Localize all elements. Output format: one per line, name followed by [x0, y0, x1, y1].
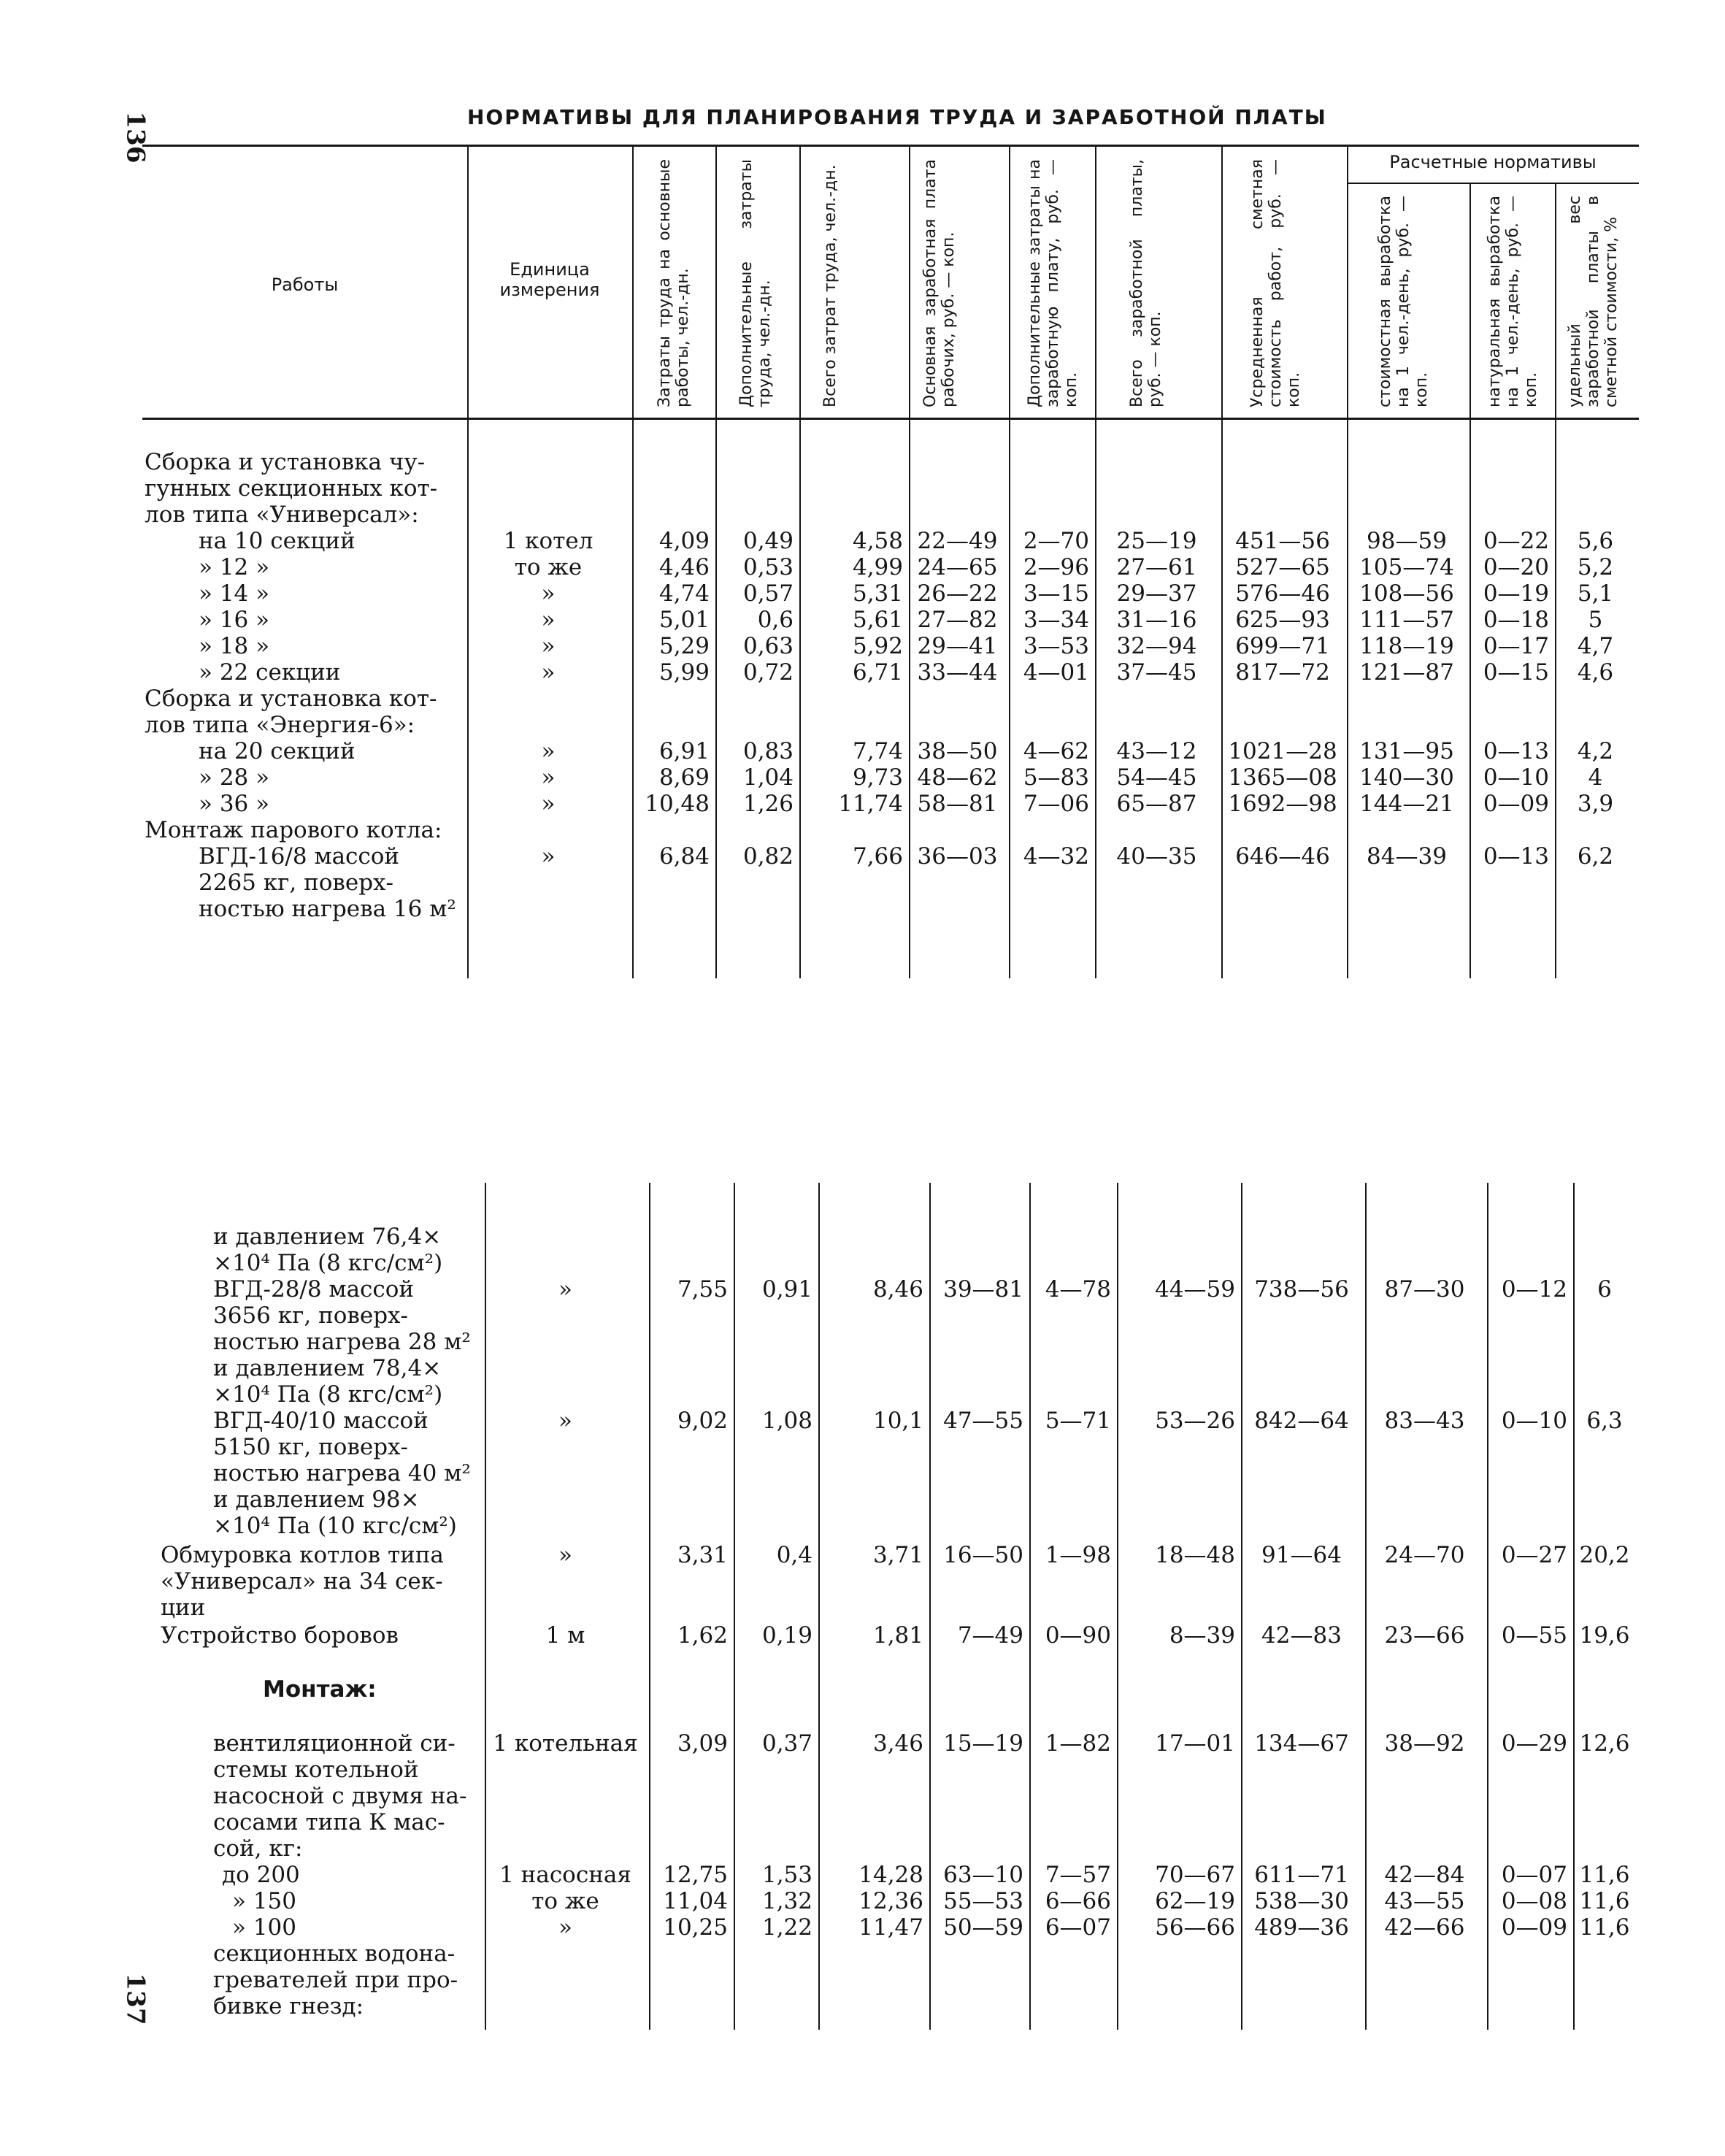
top-cell-labor-extra: 1,26: [742, 791, 794, 817]
rule-header-bottom: [142, 418, 1639, 420]
work-label: » 12 »: [199, 554, 270, 580]
work-label: 2265 кг, поверх-: [199, 870, 393, 896]
top-cell-wage-main: 48—62: [917, 764, 998, 791]
top-cell-labor-extra: 0,6: [757, 607, 794, 633]
top-cell-output-natural: 0—19: [1483, 580, 1549, 607]
work-label: » 28 »: [199, 764, 270, 791]
col-rule: [1469, 183, 1471, 978]
top-cell-wage-share: 4,6: [1577, 659, 1614, 686]
bottom-cell-cost: 42—83: [1261, 1622, 1342, 1649]
bottom-cell-wage-main: 39—81: [943, 1276, 1023, 1303]
work-label: ВГД-28/8 массой: [213, 1276, 415, 1303]
col-rule: [1221, 145, 1223, 978]
col-rule: [909, 145, 910, 978]
work-label: секционных водона-: [213, 1941, 456, 1967]
work-label: Сборка и установка чу-: [145, 449, 426, 475]
top-cell-wage-total: 43—12: [1116, 738, 1197, 764]
bottom-cell-cost: 611—71: [1254, 1862, 1349, 1888]
bottom-cell-output-natural: 0—07: [1501, 1862, 1567, 1888]
bottom-cell-wage-extra: 1—82: [1045, 1730, 1111, 1757]
bottom-cell-wage-extra: 1—98: [1045, 1542, 1111, 1568]
top-cell-output-natural: 0—22: [1483, 528, 1549, 554]
top-cell-output-natural: 0—09: [1483, 791, 1549, 817]
bottom-cell-wage-main: 15—19: [943, 1730, 1023, 1757]
col-rule: [1487, 1183, 1488, 2030]
work-label: бивке гнезд:: [213, 1993, 364, 2019]
top-cell-wage-main: 36—03: [917, 843, 998, 870]
bottom-cell-labor-extra: 1,53: [761, 1862, 812, 1888]
bottom-cell-wage-total: 56—66: [1155, 1914, 1235, 1941]
top-cell-cost: 527—65: [1235, 554, 1330, 580]
page-number-left: 136: [120, 111, 150, 164]
top-cell-unit: »: [541, 791, 556, 817]
top-cell-output-natural: 0—10: [1483, 764, 1549, 791]
work-label: ностью нагрева 28 м²: [213, 1329, 471, 1355]
top-cell-labor-main: 5,99: [658, 659, 710, 686]
top-cell-wage-share: 6,2: [1577, 843, 1614, 870]
header-unit-line1: Единица: [510, 259, 590, 280]
bottom-cell-labor-main: 3,09: [677, 1730, 728, 1757]
top-cell-cost: 1021—28: [1228, 738, 1337, 764]
bottom-cell-labor-extra: 0,4: [776, 1542, 812, 1568]
top-cell-wage-share: 5,1: [1577, 580, 1614, 607]
header-col-output-natural: натуральная выработка на 1 чел.-день, руб. — коп.: [1486, 196, 1540, 407]
col-rule: [1347, 145, 1348, 978]
top-cell-unit: »: [541, 843, 556, 870]
bottom-cell-wage-extra: 5—71: [1045, 1408, 1111, 1434]
bottom-cell-cost: 538—30: [1254, 1888, 1349, 1914]
bottom-cell-labor-total: 11,47: [858, 1914, 923, 1941]
work-label: насосной с двумя на-: [213, 1783, 467, 1809]
rule-top: [142, 145, 1639, 147]
top-cell-wage-total: 54—45: [1116, 764, 1197, 791]
bottom-cell-cost: 134—67: [1254, 1730, 1349, 1757]
col-rule: [929, 1183, 931, 2030]
bottom-cell-wage-extra: 7—57: [1045, 1862, 1111, 1888]
top-cell-wage-main: 29—41: [917, 633, 998, 659]
work-label: и давлением 76,4×: [213, 1224, 442, 1250]
bottom-cell-labor-main: 3,31: [677, 1542, 728, 1568]
top-cell-wage-main: 24—65: [917, 554, 998, 580]
bottom-cell-wage-main: 16—50: [943, 1542, 1023, 1568]
top-cell-labor-total: 5,92: [852, 633, 903, 659]
bottom-cell-wage-share: 12,6: [1579, 1730, 1630, 1757]
work-label: стемы котельной: [213, 1757, 419, 1783]
top-cell-labor-main: 5,29: [658, 633, 710, 659]
bottom-cell-cost: 738—56: [1254, 1276, 1349, 1303]
work-label: «Универсал» на 34 сек-: [161, 1568, 443, 1595]
top-cell-labor-main: 6,91: [658, 738, 710, 764]
top-cell-labor-total: 7,66: [852, 843, 903, 870]
bottom-cell-wage-share: 19,6: [1579, 1622, 1630, 1649]
work-label: ностью нагрева 16 м²: [199, 896, 456, 922]
bottom-cell-labor-main: 10,25: [663, 1914, 728, 1941]
bottom-cell-labor-total: 8,46: [872, 1276, 923, 1303]
bottom-cell-output-natural: 0—12: [1501, 1276, 1567, 1303]
header-col-wage-extra: Дополнительные затраты на заработную плату, руб. — коп.: [1026, 159, 1080, 407]
rule-group: [1347, 183, 1639, 184]
bottom-cell-wage-total: 62—19: [1155, 1888, 1235, 1914]
work-label: сой, кг:: [213, 1835, 303, 1862]
work-label: Обмуровка котлов типа: [161, 1542, 444, 1568]
bottom-cell-labor-extra: 0,91: [761, 1276, 812, 1303]
top-cell-output-cost: 140—30: [1359, 764, 1454, 791]
top-cell-labor-total: 5,31: [852, 580, 903, 607]
work-label: вентиляционной си-: [213, 1730, 456, 1757]
top-cell-wage-extra: 2—70: [1023, 528, 1089, 554]
top-cell-wage-total: 25—19: [1116, 528, 1197, 554]
bottom-cell-labor-extra: 1,22: [761, 1914, 812, 1941]
top-cell-wage-extra: 3—15: [1023, 580, 1089, 607]
top-cell-wage-extra: 3—34: [1023, 607, 1089, 633]
top-cell-labor-main: 10,48: [645, 791, 710, 817]
top-cell-labor-total: 9,73: [852, 764, 903, 791]
top-cell-wage-extra: 4—62: [1023, 738, 1089, 764]
top-cell-output-natural: 0—17: [1483, 633, 1549, 659]
bottom-cell-wage-share: 6: [1597, 1276, 1612, 1303]
top-cell-output-cost: 98—59: [1367, 528, 1447, 554]
bottom-cell-wage-extra: 6—07: [1045, 1914, 1111, 1941]
work-label: ×10⁴ Па (8 кгс/см²): [213, 1250, 443, 1276]
bottom-cell-labor-main: 7,55: [677, 1276, 728, 1303]
top-cell-output-cost: 105—74: [1359, 554, 1454, 580]
header-unit: [467, 259, 632, 300]
top-cell-labor-total: 11,74: [838, 791, 903, 817]
top-cell-wage-share: 5: [1588, 607, 1603, 633]
top-cell-labor-total: 5,61: [852, 607, 903, 633]
top-cell-wage-total: 65—87: [1116, 791, 1197, 817]
top-cell-wage-main: 38—50: [917, 738, 998, 764]
bottom-cell-wage-main: 47—55: [943, 1408, 1023, 1434]
top-cell-unit: 1 котел: [503, 528, 593, 554]
bottom-cell-unit: 1 м: [545, 1622, 585, 1649]
work-label: Монтаж парового котла:: [145, 817, 442, 843]
bottom-cell-wage-total: 17—01: [1155, 1730, 1235, 1757]
work-label: » 22 секции: [199, 659, 341, 686]
top-cell-wage-main: 58—81: [917, 791, 998, 817]
top-cell-labor-extra: 0,53: [742, 554, 794, 580]
bottom-cell-wage-share: 6,3: [1586, 1408, 1623, 1434]
work-label: 5150 кг, поверх-: [213, 1434, 408, 1460]
top-cell-unit: »: [541, 764, 556, 791]
top-cell-unit: »: [541, 633, 556, 659]
work-label: » 100: [232, 1914, 296, 1941]
top-cell-labor-extra: 0,57: [742, 580, 794, 607]
bottom-cell-labor-main: 9,02: [677, 1408, 728, 1434]
work-label: до 200: [222, 1862, 300, 1888]
col-rule: [649, 1183, 650, 2030]
work-label: » 18 »: [199, 633, 270, 659]
bottom-cell-cost: 842—64: [1254, 1408, 1349, 1434]
top-cell-output-cost: 118—19: [1359, 633, 1454, 659]
top-cell-labor-total: 6,71: [852, 659, 903, 686]
top-cell-wage-total: 29—37: [1116, 580, 1197, 607]
bottom-cell-wage-share: 11,6: [1579, 1862, 1630, 1888]
bottom-cell-wage-extra: 6—66: [1045, 1888, 1111, 1914]
running-title: НОРМАТИВЫ ДЛЯ ПЛАНИРОВАНИЯ ТРУДА И ЗАРАБОТНОЙ ПЛАТЫ: [467, 105, 1327, 129]
bottom-cell-unit: »: [558, 1408, 572, 1434]
bottom-cell-cost: 91—64: [1261, 1542, 1342, 1568]
bottom-cell-wage-share: 20,2: [1579, 1542, 1630, 1568]
top-cell-wage-extra: 3—53: [1023, 633, 1089, 659]
bottom-cell-wage-main: 63—10: [943, 1862, 1023, 1888]
work-label: Устройство боровов: [161, 1622, 399, 1649]
top-cell-output-cost: 144—21: [1359, 791, 1454, 817]
header-col-wage-share: удельный вес заработной платы в сметной стоимости, %: [1566, 196, 1621, 407]
top-cell-wage-extra: 5—83: [1023, 764, 1089, 791]
top-cell-wage-extra: 7—06: [1023, 791, 1089, 817]
work-label: на 10 секций: [199, 528, 356, 554]
top-cell-wage-share: 4: [1588, 764, 1603, 791]
top-cell-unit: »: [541, 580, 556, 607]
top-cell-output-natural: 0—13: [1483, 738, 1549, 764]
bottom-cell-labor-total: 14,28: [858, 1862, 923, 1888]
bottom-cell-wage-main: 55—53: [943, 1888, 1023, 1914]
col-rule: [799, 145, 801, 978]
top-cell-wage-main: 33—44: [917, 659, 998, 686]
bottom-cell-unit: »: [558, 1276, 572, 1303]
bottom-cell-wage-total: 44—59: [1155, 1276, 1235, 1303]
col-rule: [485, 1183, 486, 2030]
work-label: лов типа «Энергия-6»:: [145, 712, 415, 738]
top-cell-labor-extra: 0,83: [742, 738, 794, 764]
top-cell-wage-main: 27—82: [917, 607, 998, 633]
work-label: ностью нагрева 40 м²: [213, 1460, 471, 1486]
top-cell-wage-share: 3,9: [1577, 791, 1614, 817]
top-cell-cost: 817—72: [1235, 659, 1330, 686]
work-label: ВГД-16/8 массой: [199, 843, 400, 870]
bottom-cell-unit: 1 котельная: [493, 1730, 638, 1757]
work-label: ции: [161, 1595, 206, 1621]
top-cell-output-cost: 121—87: [1359, 659, 1454, 686]
bottom-cell-wage-share: 11,6: [1579, 1888, 1630, 1914]
col-rule: [1365, 1183, 1367, 2030]
header-col-labor-main: Затраты труда на основные работы, чел.-дн.: [656, 159, 692, 407]
top-cell-wage-total: 40—35: [1116, 843, 1197, 870]
top-cell-cost: 646—46: [1235, 843, 1330, 870]
header-col-labor-total: Всего затрат труда, чел.-дн.: [821, 164, 840, 407]
top-cell-labor-main: 8,69: [658, 764, 710, 791]
bottom-cell-labor-extra: 0,37: [761, 1730, 812, 1757]
work-label: гунных секционных кот-: [145, 475, 438, 502]
top-cell-wage-main: 22—49: [917, 528, 998, 554]
bottom-cell-labor-main: 11,04: [663, 1888, 728, 1914]
top-cell-labor-main: 6,84: [658, 843, 710, 870]
bottom-cell-output-cost: 83—43: [1384, 1408, 1465, 1434]
top-cell-labor-total: 4,99: [852, 554, 903, 580]
work-label: Сборка и установка кот-: [145, 686, 437, 712]
col-rule: [1029, 1183, 1031, 2030]
top-cell-output-natural: 0—15: [1483, 659, 1549, 686]
work-label: лов типа «Универсал»:: [145, 502, 419, 528]
work-label: гревателей при про-: [213, 1967, 458, 1993]
top-cell-cost: 699—71: [1235, 633, 1330, 659]
bottom-cell-labor-main: 12,75: [663, 1862, 728, 1888]
bottom-cell-labor-total: 3,71: [872, 1542, 923, 1568]
work-label: » 36 »: [199, 791, 270, 817]
work-label: » 14 »: [199, 580, 270, 607]
header-works: Работы: [271, 275, 339, 295]
work-label: » 16 »: [199, 607, 270, 633]
top-cell-labor-extra: 0,72: [742, 659, 794, 686]
bottom-cell-output-natural: 0—09: [1501, 1914, 1567, 1941]
top-cell-labor-total: 4,58: [852, 528, 903, 554]
bottom-cell-output-cost: 43—55: [1384, 1888, 1465, 1914]
top-cell-wage-total: 32—94: [1116, 633, 1197, 659]
bottom-cell-labor-total: 1,81: [872, 1622, 923, 1649]
bottom-cell-output-cost: 24—70: [1384, 1542, 1465, 1568]
top-cell-wage-total: 37—45: [1116, 659, 1197, 686]
bottom-cell-unit: »: [558, 1542, 572, 1568]
bottom-cell-labor-extra: 1,32: [761, 1888, 812, 1914]
header-col-labor-extra: Дополнительные затраты труда, чел.-дн.: [737, 159, 774, 407]
header-col-wage-total: Всего заработной платы, руб. — коп.: [1128, 159, 1164, 407]
bottom-cell-wage-total: 53—26: [1155, 1408, 1235, 1434]
top-cell-unit: »: [541, 738, 556, 764]
bottom-cell-output-natural: 0—29: [1501, 1730, 1567, 1757]
header-unit-line2: измерения: [499, 280, 600, 300]
bottom-cell-unit: »: [558, 1914, 572, 1941]
bottom-cell-wage-extra: 0—90: [1045, 1622, 1111, 1649]
bottom-cell-output-cost: 38—92: [1384, 1730, 1465, 1757]
work-label: на 20 секций: [199, 738, 356, 764]
bottom-cell-cost: 489—36: [1254, 1914, 1349, 1941]
top-cell-output-natural: 0—18: [1483, 607, 1549, 633]
work-label: ВГД-40/10 массой: [213, 1408, 429, 1434]
top-cell-labor-extra: 0,49: [742, 528, 794, 554]
top-cell-labor-extra: 0,82: [742, 843, 794, 870]
top-cell-cost: 451—56: [1235, 528, 1330, 554]
bottom-cell-labor-extra: 0,19: [761, 1622, 812, 1649]
top-cell-unit: »: [541, 607, 556, 633]
bottom-cell-output-natural: 0—27: [1501, 1542, 1567, 1568]
top-cell-labor-extra: 0,63: [742, 633, 794, 659]
work-label: ×10⁴ Па (10 кгс/см²): [213, 1513, 457, 1539]
bottom-cell-output-natural: 0—10: [1501, 1408, 1567, 1434]
top-cell-wage-share: 5,2: [1577, 554, 1614, 580]
bottom-cell-wage-extra: 4—78: [1045, 1276, 1111, 1303]
bottom-cell-output-natural: 0—08: [1501, 1888, 1567, 1914]
col-rule: [1117, 1183, 1118, 2030]
top-cell-wage-extra: 4—32: [1023, 843, 1089, 870]
work-label: и давлением 78,4×: [213, 1355, 442, 1381]
bottom-cell-output-cost: 42—66: [1384, 1914, 1465, 1941]
bottom-cell-labor-main: 1,62: [677, 1622, 728, 1649]
top-cell-output-cost: 84—39: [1367, 843, 1447, 870]
bottom-cell-labor-extra: 1,08: [761, 1408, 812, 1434]
top-cell-cost: 1692—98: [1228, 791, 1337, 817]
bottom-cell-labor-total: 3,46: [872, 1730, 923, 1757]
col-rule: [1095, 145, 1096, 978]
top-cell-wage-share: 4,7: [1577, 633, 1614, 659]
bottom-cell-wage-share: 11,6: [1579, 1914, 1630, 1941]
bottom-cell-unit: то же: [531, 1888, 599, 1914]
top-cell-output-natural: 0—13: [1483, 843, 1549, 870]
col-rule: [1573, 1183, 1575, 2030]
top-cell-labor-extra: 1,04: [742, 764, 794, 791]
work-label: сосами типа К мас-: [213, 1809, 445, 1835]
col-rule: [715, 145, 717, 978]
bottom-cell-output-cost: 23—66: [1384, 1622, 1465, 1649]
top-cell-wage-total: 31—16: [1116, 607, 1197, 633]
top-cell-wage-extra: 4—01: [1023, 659, 1089, 686]
top-cell-wage-total: 27—61: [1116, 554, 1197, 580]
bottom-cell-output-cost: 87—30: [1384, 1276, 1465, 1303]
bottom-cell-output-cost: 42—84: [1384, 1862, 1465, 1888]
top-cell-labor-main: 4,46: [658, 554, 710, 580]
top-cell-unit: то же: [514, 554, 583, 580]
page-number-right: 137: [120, 1973, 150, 2025]
work-label: ×10⁴ Па (8 кгс/см²): [213, 1381, 443, 1408]
top-cell-cost: 1365—08: [1228, 764, 1337, 791]
work-label: и давлением 98×: [213, 1486, 420, 1513]
top-cell-cost: 625—93: [1235, 607, 1330, 633]
header-col-wage-main: Основная заработная плата рабочих, руб. — коп.: [921, 159, 958, 407]
top-cell-output-cost: 111—57: [1359, 607, 1454, 633]
top-cell-wage-share: 5,6: [1577, 528, 1614, 554]
bottom-cell-wage-total: 70—67: [1155, 1862, 1235, 1888]
col-rule: [734, 1183, 735, 2030]
header-group: Расчетные нормативы: [1389, 152, 1597, 172]
bottom-cell-wage-total: 18—48: [1155, 1542, 1235, 1568]
top-cell-output-cost: 131—95: [1359, 738, 1454, 764]
top-cell-labor-total: 7,74: [852, 738, 903, 764]
bottom-cell-wage-total: 8—39: [1169, 1622, 1235, 1649]
top-cell-wage-extra: 2—96: [1023, 554, 1089, 580]
work-label: 3656 кг, поверх-: [213, 1303, 408, 1329]
bottom-cell-labor-total: 10,1: [872, 1408, 923, 1434]
top-cell-output-natural: 0—20: [1483, 554, 1549, 580]
work-label: » 150: [232, 1888, 296, 1914]
top-cell-labor-main: 4,09: [658, 528, 710, 554]
top-cell-wage-main: 26—22: [917, 580, 998, 607]
top-cell-cost: 576—46: [1235, 580, 1330, 607]
col-rule: [1009, 145, 1010, 978]
top-cell-labor-main: 4,74: [658, 580, 710, 607]
bottom-cell-output-natural: 0—55: [1501, 1622, 1567, 1649]
header-col-output-cost: стоимостная выработка на 1 чел.-день, руб. — коп.: [1376, 196, 1431, 407]
col-rule: [818, 1183, 820, 2030]
col-rule: [1241, 1183, 1242, 2030]
top-cell-unit: »: [541, 659, 556, 686]
col-rule: [632, 145, 634, 978]
header-col-cost: Усредненная сметная стоимость работ, руб. — коп.: [1248, 159, 1303, 407]
section-heading-montage: Монтаж:: [263, 1676, 377, 1703]
top-cell-output-cost: 108—56: [1359, 580, 1454, 607]
bottom-cell-wage-main: 7—49: [957, 1622, 1023, 1649]
bottom-cell-wage-main: 50—59: [943, 1914, 1023, 1941]
bottom-cell-unit: 1 насосная: [499, 1862, 631, 1888]
top-cell-wage-share: 4,2: [1577, 738, 1614, 764]
col-rule: [1555, 183, 1556, 978]
top-cell-labor-main: 5,01: [658, 607, 710, 633]
bottom-cell-labor-total: 12,36: [858, 1888, 923, 1914]
